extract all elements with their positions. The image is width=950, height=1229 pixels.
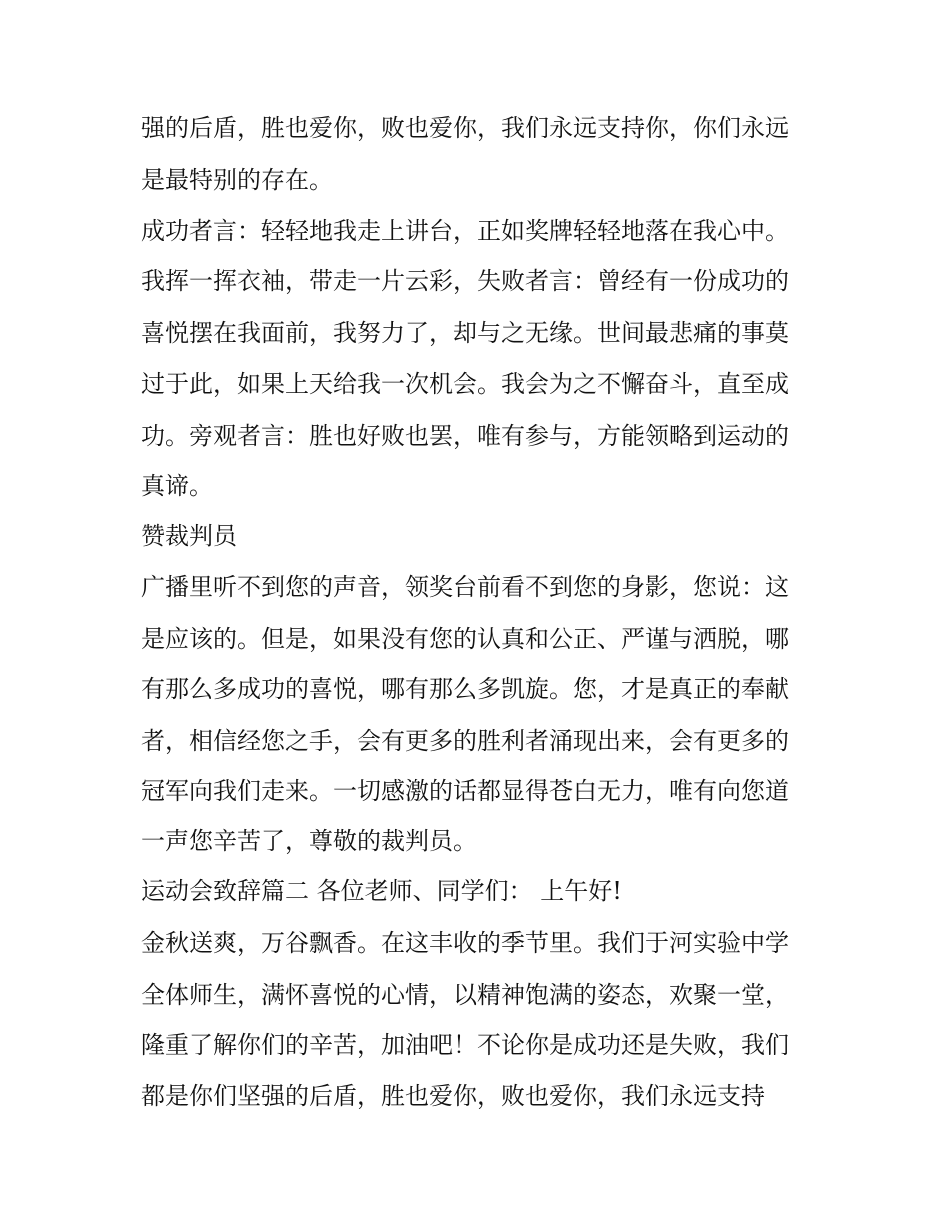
- text-line: 一声您辛苦了，尊敬的裁判员。: [141, 827, 477, 855]
- text-line: 者，相信经您之手，会有更多的胜利者涌现出来，会有更多的: [141, 727, 789, 755]
- text-line: 我挥一挥衣袖，带走一片云彩，失败者言：曾经有一份成功的: [141, 267, 789, 295]
- text-line: 过于此，如果上天给我一次机会。我会为之不懈奋斗，直至成: [141, 370, 789, 398]
- text-line: 成功者言：轻轻地我走上讲台，正如奖牌轻轻地落在我心中。: [141, 217, 789, 245]
- text-line: 喜悦摆在我面前，我努力了，却与之无缘。世间最悲痛的事莫: [141, 319, 789, 347]
- section-heading: 赞裁判员: [141, 522, 237, 550]
- text-line: 真谛。: [141, 472, 213, 500]
- text-line: 广播里听不到您的声音，领奖台前看不到您的身影，您说：这: [141, 573, 789, 601]
- text-line: 是应该的。但是，如果没有您的认真和公正、严谨与洒脱，哪: [141, 625, 789, 653]
- section-heading: 运动会致辞篇二 各位老师、同学们： 上午好!: [141, 877, 622, 905]
- text-line: 金秋送爽，万谷飘香。在这丰收的季节里。我们于河实验中学: [141, 929, 789, 957]
- text-line: 功。旁观者言：胜也好败也罢，唯有参与，方能领略到运动的: [141, 422, 789, 450]
- text-line: 都是你们坚强的后盾，胜也爱你，败也爱你，我们永远支持: [141, 1082, 765, 1110]
- text-line: 有那么多成功的喜悦，哪有那么多凯旋。您，才是真正的奉献: [141, 675, 789, 703]
- text-line: 冠军向我们走来。一切感激的话都显得苍白无力，唯有向您道: [141, 777, 789, 805]
- text-line: 隆重了解你们的辛苦，加油吧！不论你是成功还是失败，我们: [141, 1031, 789, 1059]
- text-line: 强的后盾，胜也爱你，败也爱你，我们永远支持你，你们永远: [141, 114, 789, 142]
- text-line: 全体师生，满怀喜悦的心情，以精神饱满的姿态，欢聚一堂，: [141, 981, 789, 1009]
- text-line: 是最特别的存在。: [141, 166, 333, 194]
